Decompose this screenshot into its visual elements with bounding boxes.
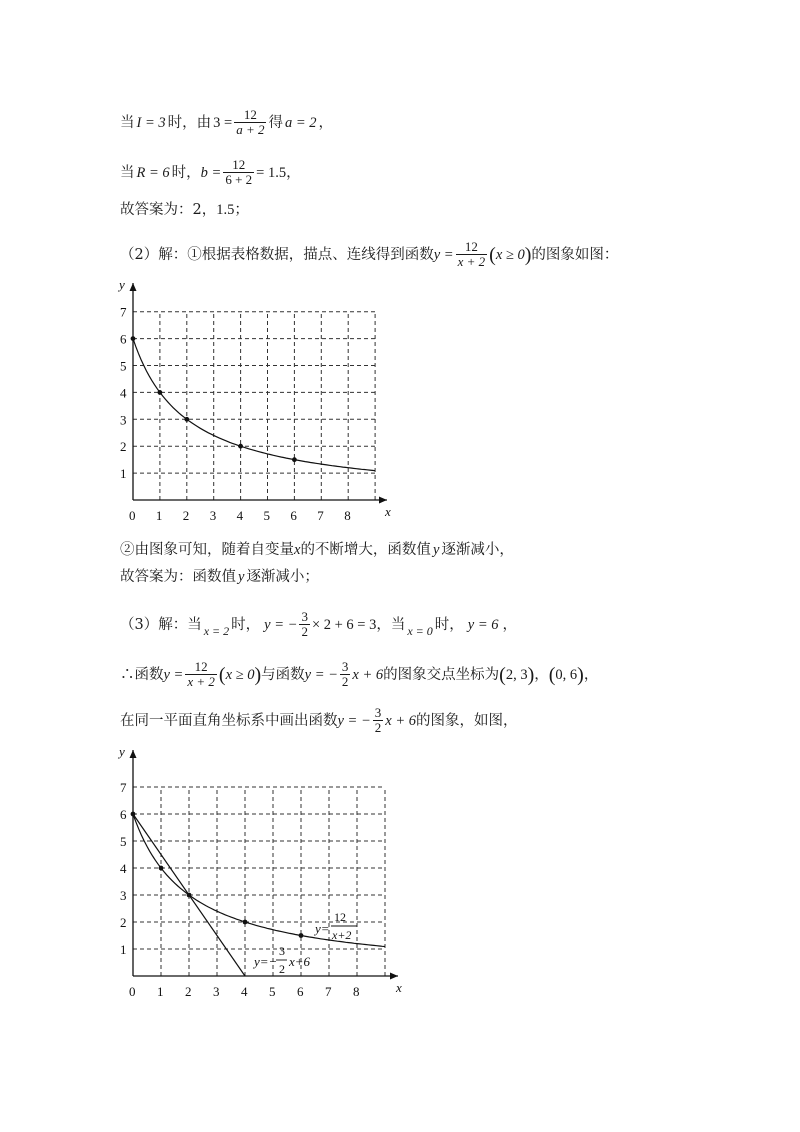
equation-left: y = − — [264, 616, 298, 633]
curve-label-numerator: 12 — [334, 910, 346, 924]
y-axis-label: y — [119, 277, 125, 292]
x-tick-label: 6 — [297, 984, 304, 999]
data-point — [158, 390, 163, 395]
x-tick-label: 0 — [129, 508, 136, 520]
result: a = 2 — [284, 114, 317, 131]
y-tick-label: 5 — [120, 834, 127, 849]
y-tick-label: 3 — [120, 888, 127, 903]
graph-1 — [115, 275, 405, 520]
fraction — [340, 660, 351, 689]
text: ； — [234, 202, 249, 218]
data-point — [238, 444, 243, 449]
numerator: 3 — [374, 705, 382, 720]
x-tick-label: 3 — [213, 984, 220, 999]
text: 得 — [268, 114, 283, 131]
function-2-left: y = − — [304, 666, 338, 683]
x-tick-label: 7 — [317, 508, 324, 520]
y-tick-label: 7 — [120, 780, 127, 795]
numerator: 12 — [194, 659, 208, 674]
function-right: x + 6 — [385, 712, 416, 729]
x-tick-label: 4 — [236, 508, 244, 520]
y-tick-label: 2 — [120, 439, 127, 455]
text: 时， — [434, 616, 464, 633]
denominator: a + 2 — [236, 122, 265, 137]
curve-label-left: y= — [315, 921, 330, 936]
text: （3）解：当 — [120, 616, 202, 633]
variable-y: y — [238, 569, 245, 585]
data-point — [299, 933, 304, 938]
text: ， — [502, 616, 518, 633]
text: ， — [318, 114, 334, 131]
text: ∴函数 — [120, 666, 164, 683]
domain: x ≥ 0 — [495, 246, 525, 263]
text: 的图象，如图， — [416, 712, 518, 729]
y-tick-label: 6 — [120, 331, 127, 347]
numerator: 3 — [341, 659, 349, 674]
condition: I = 3 — [136, 114, 166, 131]
line-label-right: x+6 — [289, 954, 311, 969]
line-9 — [120, 706, 518, 735]
function-left: y = − — [337, 712, 371, 729]
intersection-point-2: 0, 6 — [555, 666, 578, 683]
numerator: 12 — [243, 107, 257, 122]
variable-x: x — [294, 542, 301, 558]
x-axis-arrow-icon — [390, 973, 398, 980]
text: 在同一平面直角坐标系中画出函数 — [120, 712, 338, 729]
text: （2）解：①根据表格数据，描点、连线得到函数 — [120, 246, 434, 263]
y-tick-label: 3 — [120, 412, 127, 428]
x-tick-label: 8 — [353, 984, 360, 999]
x-tick-label: 7 — [325, 984, 332, 999]
x-tick-label: 1 — [157, 984, 164, 999]
line-5 — [120, 540, 514, 560]
denominator: 2 — [374, 720, 382, 735]
x-axis-arrow-icon — [379, 497, 387, 504]
text: 时， — [171, 164, 201, 181]
x-tick-label: 4 — [241, 984, 248, 999]
x-tick-label: 6 — [290, 508, 297, 520]
numerator: 12 — [464, 239, 478, 254]
text: 当 — [120, 114, 135, 131]
y-tick-label: 4 — [120, 861, 127, 876]
condition-2: x = 0 — [407, 623, 433, 638]
data-point — [159, 866, 164, 871]
text: 的图象交点坐标为 — [383, 666, 500, 683]
denominator: 2 — [301, 624, 308, 639]
line-2 — [120, 158, 301, 187]
function-1-left: y = — [163, 666, 184, 683]
text: 的图象如图： — [531, 246, 619, 263]
line-label-numerator: 3 — [279, 944, 285, 958]
text: ②由图象可知，随着自变量 — [120, 542, 294, 558]
y-axis-label: y — [119, 744, 125, 759]
condition-1: x = 2 — [203, 623, 230, 638]
x-axis-label: x — [385, 504, 391, 519]
x-tick-label: 5 — [263, 508, 270, 520]
domain: x ≥ 0 — [225, 666, 255, 683]
text: 时，由 — [167, 114, 212, 131]
intersection-point-1: 2, 3 — [505, 666, 528, 683]
text: ， — [534, 666, 549, 683]
text: 的不断增大，函数值 — [300, 542, 431, 558]
curve-label — [313, 910, 357, 942]
x-tick-label: 3 — [209, 508, 217, 520]
x-tick-label: 2 — [185, 984, 192, 999]
denominator: 2 — [341, 674, 349, 689]
equation-left: b = — [200, 164, 222, 181]
x-axis-label: x — [396, 980, 402, 995]
curve-series — [133, 339, 375, 471]
curve-label-denominator: x+2 — [332, 928, 352, 942]
curve-series — [133, 814, 385, 947]
data-point — [243, 920, 248, 925]
text: 当 — [120, 164, 135, 181]
data-point — [131, 336, 136, 341]
numerator: 12 — [232, 157, 246, 172]
x-tick-label: 8 — [344, 508, 351, 520]
fraction — [185, 660, 217, 689]
answer-value: 1.5 — [216, 202, 235, 218]
denominator: 6 + 2 — [225, 172, 253, 187]
equation-right: × 2 + 6 = 3 — [311, 616, 377, 633]
y-axis-arrow-icon — [130, 283, 137, 291]
text: 与函数 — [261, 666, 305, 683]
text: 逐渐减小， — [441, 542, 514, 558]
condition: R = 6 — [136, 164, 170, 181]
text: 时， — [231, 616, 261, 633]
equation-left: 3 = — [213, 114, 233, 131]
function-left: y = — [433, 246, 454, 263]
numerator: 3 — [301, 609, 308, 624]
line-6 — [120, 567, 319, 587]
fraction — [456, 240, 488, 269]
fraction — [373, 706, 384, 735]
line-8: ∴函数 y = $\frac{12}{x + 2}$ ( x ≥ 0 ) 与函数 y = − $\frac{3}{2}$ x + 6 的图象交点坐标为 ( 2, 3 ) ， ( 0, 6 ) ， — [120, 659, 599, 689]
function-2-right: x + 6 — [352, 666, 384, 683]
result: y = 6 — [467, 616, 499, 633]
data-point — [292, 457, 297, 462]
variable-y: y — [432, 542, 440, 558]
fraction — [234, 108, 266, 137]
text: ， — [583, 666, 599, 683]
y-tick-label: 1 — [120, 942, 127, 957]
equation-right: = 1.5 — [256, 164, 287, 181]
line-7 — [120, 610, 517, 639]
y-tick-label: 4 — [120, 385, 127, 401]
y-tick-label: 7 — [120, 304, 127, 320]
x-tick-label: 2 — [182, 508, 190, 520]
x-tick-label: 0 — [129, 984, 136, 999]
fraction — [223, 158, 254, 187]
line-1 — [120, 108, 333, 137]
y-tick-label: 2 — [120, 915, 127, 930]
line-label-denominator: 2 — [279, 962, 285, 976]
data-point — [184, 417, 189, 422]
y-axis-arrow-icon — [130, 750, 137, 758]
text: 故答案为：2， — [120, 202, 217, 218]
text: 故答案为：函数值 — [120, 569, 236, 585]
denominator: x + 2 — [187, 674, 215, 689]
y-tick-label: 1 — [120, 466, 127, 482]
denominator: x + 2 — [457, 254, 486, 269]
y-tick-label: 6 — [120, 807, 127, 822]
fraction — [299, 610, 310, 639]
x-tick-label: 1 — [155, 508, 163, 520]
text: 逐渐减小； — [246, 569, 319, 585]
x-tick-label: 5 — [269, 984, 276, 999]
text: ， — [286, 164, 301, 181]
graph-2 — [115, 740, 405, 1000]
y-tick-label: 5 — [120, 358, 127, 374]
line-label-left: y=− — [254, 954, 278, 969]
line-4: （2）解：①根据表格数据，描点、连线得到函数 y = $\frac{12}{x + 2}$ ( x ≥ 0 ) 的图象如图： — [120, 239, 619, 269]
text: ，当 — [376, 616, 406, 633]
line-3 — [120, 200, 249, 220]
